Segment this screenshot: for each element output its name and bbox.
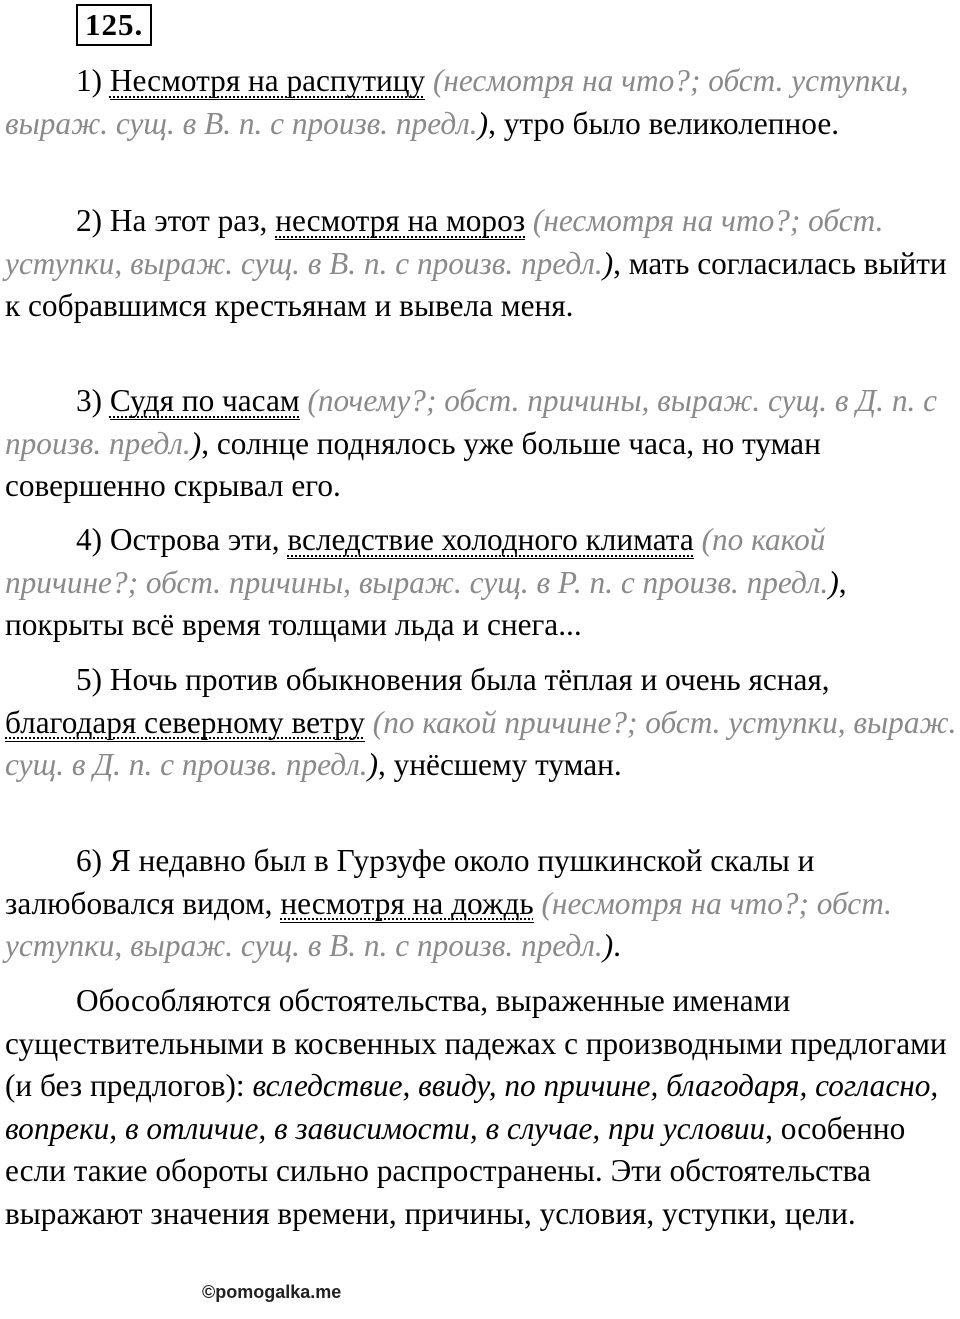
rule-text: Обособляются обстоятельства, выраженные именами существительными в косвенных падежах с производными предлогами (и без предлогов): (5, 983, 947, 1103)
task-number: 125. (76, 4, 152, 46)
grammar-note-close: ) (190, 425, 202, 461)
sentence-text: На этот раз, (109, 203, 276, 238)
grammar-note-close: ) (477, 105, 489, 141)
sentence-5 (5, 659, 957, 787)
sentence-number: 4) (76, 522, 110, 557)
sentence-text: Острова эти, (109, 522, 288, 557)
grammar-note-close: ) (602, 245, 614, 281)
adverbial-phrase: Судя по часам (109, 383, 300, 418)
sentence-text: , мать согласилась выйти к собравшимся крестьянам и вывела меня. (5, 245, 947, 323)
sentence-text: , покрыты всё время толщами льда и снега... (5, 564, 847, 642)
sentence-text: , солнце поднялось уже больше часа, но туман совершенно скрывал его. (5, 425, 821, 503)
sentence-text: , утро было великолепное. (488, 105, 840, 141)
sentence-text: Ночь против обыкновения была тёплая и очень ясная, (109, 662, 830, 697)
sentence-2 (5, 200, 957, 328)
rule-paragraph (5, 980, 957, 1235)
sentence-4 (5, 519, 957, 647)
rule-text: , особенно если такие обороты сильно распространены. Эти обстоятельства выражают значения времени, причины, условия, уступки, цели. (5, 1110, 906, 1231)
sentence-text: Я недавно был в Гурзуфе около пушкинской скалы и залюбовался видом, (5, 843, 815, 921)
grammar-note-close: ) (828, 564, 839, 600)
adverbial-phrase: вследствие холодного климата (287, 522, 694, 557)
sentence-number: 5) (76, 662, 110, 697)
grammar-note: (по какой причине?; обст. уступки, выраж. сущ. в Д. п. с произв. предл. (5, 704, 957, 782)
sentence-number: 6) (76, 843, 110, 878)
grammar-note-close: ) (602, 928, 614, 963)
grammar-note: (несмотря на что?; обст. уступки, выраж. сущ. в В. п. с произв. предл. (5, 63, 909, 141)
sentence-6 (5, 840, 957, 968)
sentence-number: 1) (76, 63, 110, 98)
rule-prepositions: вследствие, ввиду, по причине, благодаря, согласно, вопреки, в отличие, в зависимости, в случае, при условии (5, 1068, 939, 1146)
adverbial-phrase: несмотря на дождь (280, 885, 534, 921)
grammar-note: (несмотря на что?; обст. уступки, выраж. сущ. в В. п. с произв. предл. (5, 885, 892, 963)
adverbial-phrase: благодаря северному ветру (5, 704, 365, 740)
watermark: ©pomogalka.me (202, 1282, 342, 1302)
sentence-number: 2) (76, 203, 110, 238)
sentence-text: . (613, 928, 621, 963)
adverbial-phrase: несмотря на мороз (275, 203, 526, 238)
adverbial-phrase: Несмотря на распутицу (109, 63, 426, 98)
grammar-note: (по какой причине?; обст. причины, выраж. сущ. в Р. п. с произв. предл. (5, 522, 829, 600)
grammar-note: (несмотря на что?; обст. уступки, выраж. сущ. в В. п. с произв. предл. (5, 203, 884, 281)
grammar-note: (почему?; обст. причины, выраж. сущ. в Д. п. с произв. предл. (5, 383, 938, 461)
grammar-note-close: ) (367, 747, 379, 782)
sentence-text: , унёсшему туман. (378, 747, 622, 782)
sentence-3 (5, 380, 957, 508)
sentence-number: 3) (76, 383, 110, 418)
sentence-1 (5, 60, 957, 145)
